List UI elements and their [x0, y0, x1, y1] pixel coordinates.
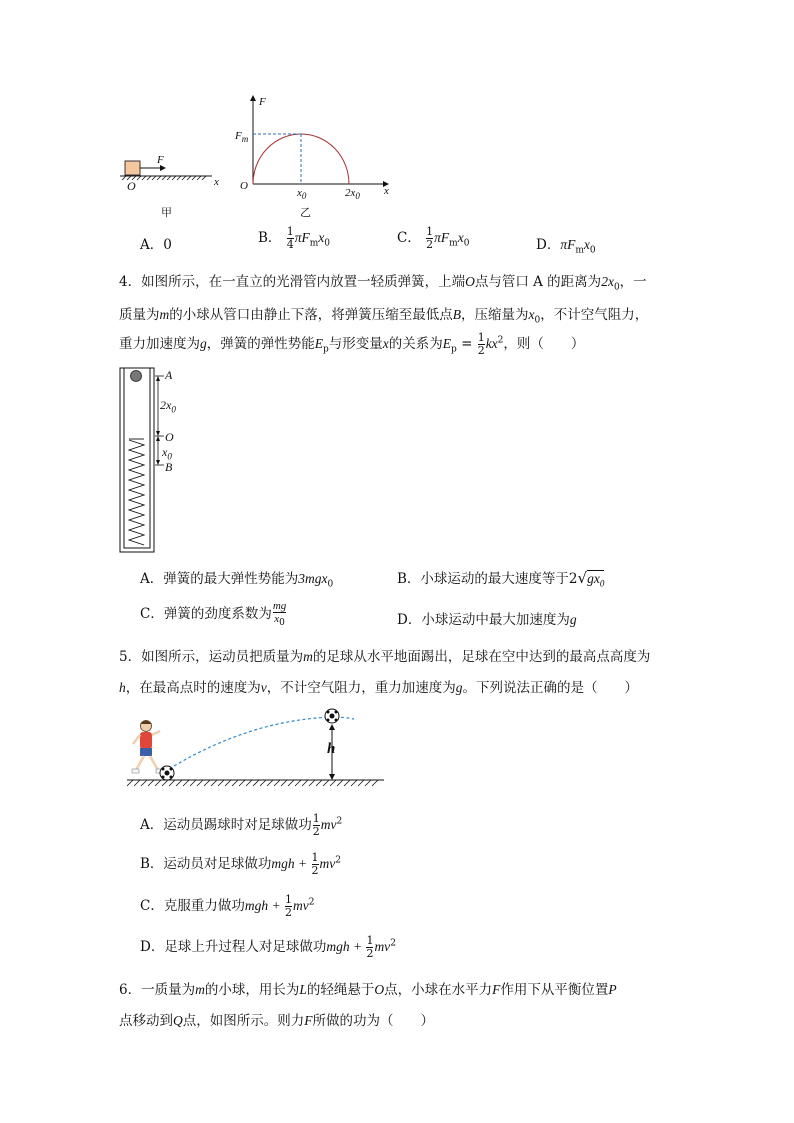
tube-2x0: $2x_0$	[160, 398, 176, 415]
q3-option-a[interactable]: A．0	[140, 237, 172, 253]
jia-O: O	[127, 179, 136, 193]
q3-option-c[interactable]: C． $\frac{1}{2}$ $\pi F_mx_0$	[397, 225, 470, 251]
q6-line-2: 点移动到Q点，如图所示。则力F所做的功为（ ）	[119, 1013, 434, 1029]
ball	[131, 371, 142, 382]
q5-option-a[interactable]: A．运动员踢球时对足球做功 $\frac{1}{2}$ $mv^2$	[140, 812, 343, 838]
yi-x0: $x_0$	[297, 187, 307, 202]
q5-option-d[interactable]: D．足球上升过程人对足球做功mgh + $\frac{1}{2}$ $mv^2$	[140, 934, 396, 960]
tube-B: B	[165, 460, 173, 474]
football-icon	[160, 766, 174, 780]
tube-spring-figure	[116, 366, 196, 556]
yi-Fm: $F_m$	[235, 130, 249, 145]
height-label: h	[327, 741, 336, 757]
q5-line-1: 5．如图所示，运动员把质量为m的足球从水平地面踢出，足球在空中达到的最高点高度为	[119, 649, 651, 665]
jia-x: x	[214, 176, 219, 188]
player-icon	[132, 721, 163, 774]
tube-x0: $x_0$	[162, 445, 172, 462]
q4-line-3: 重力加速度为g，弹簧的弹性势能$E_p$与形变量x的关系为$E_p$ = $\frac{1}{2}$ $kx^2$，则（ ）	[119, 331, 585, 357]
jia-caption: 甲	[161, 206, 172, 219]
block	[125, 161, 140, 175]
yi-2x0: $2x_0$	[345, 187, 360, 202]
q4-option-a[interactable]: A．弹簧的最大弹性势能为3mgx$_0$	[140, 571, 334, 590]
q4-option-c[interactable]: C．弹簧的劲度系数为 $\frac{mg}{x_0}$	[140, 600, 287, 629]
yi-x: x	[384, 185, 389, 197]
q3-option-b[interactable]: B． $\frac{1}{4}$ $\pi F_mx_0$	[258, 225, 331, 251]
q5-option-b[interactable]: B．运动员对足球做功mgh + $\frac{1}{2}$ $mv^2$	[140, 851, 342, 877]
q4-line-2: 质量为m的小球从管口由静止下落，将弹簧压缩至最低点B，压缩量为$x_0$，不计空气阻力，	[119, 307, 649, 326]
figure-yi	[240, 92, 390, 202]
football-figure	[122, 700, 392, 795]
q5-line-2: h，在最高点时的速度为v，不计空气阻力，重力加速度为g。下列说法正确的是（ ）	[119, 680, 638, 696]
spring	[129, 440, 144, 545]
tube-A: A	[165, 368, 173, 382]
yi-O: O	[240, 180, 248, 192]
jia-F: F	[157, 154, 164, 166]
q4-option-d[interactable]: D．小球运动中最大加速度为g	[397, 612, 577, 628]
tube-O: O	[165, 430, 174, 444]
q4-line-1: 4．如图所示，在一直立的光滑管内放置一轻质弹簧，上端O点与管口 A 的距离为$2x_0$，一	[119, 274, 647, 293]
q4-option-b[interactable]: B．小球运动的最大速度等于$2√gx_0$	[397, 569, 605, 589]
q6-line-1: 6．一质量为m的小球，用长为L的轻绳悬于O点，小球在水平力F作用下从平衡位置P	[119, 982, 617, 998]
football-top-icon	[325, 709, 339, 723]
sqrt-radicand: $gx_0$	[587, 571, 605, 589]
q3-option-d[interactable]: D．$\pi F_mx_0$	[536, 237, 596, 256]
q5-option-c[interactable]: C．克服重力做功mgh + $\frac{1}{2}$ $mv^2$	[140, 893, 315, 919]
yi-F: F	[259, 96, 266, 108]
yi-caption: 乙	[300, 206, 311, 219]
